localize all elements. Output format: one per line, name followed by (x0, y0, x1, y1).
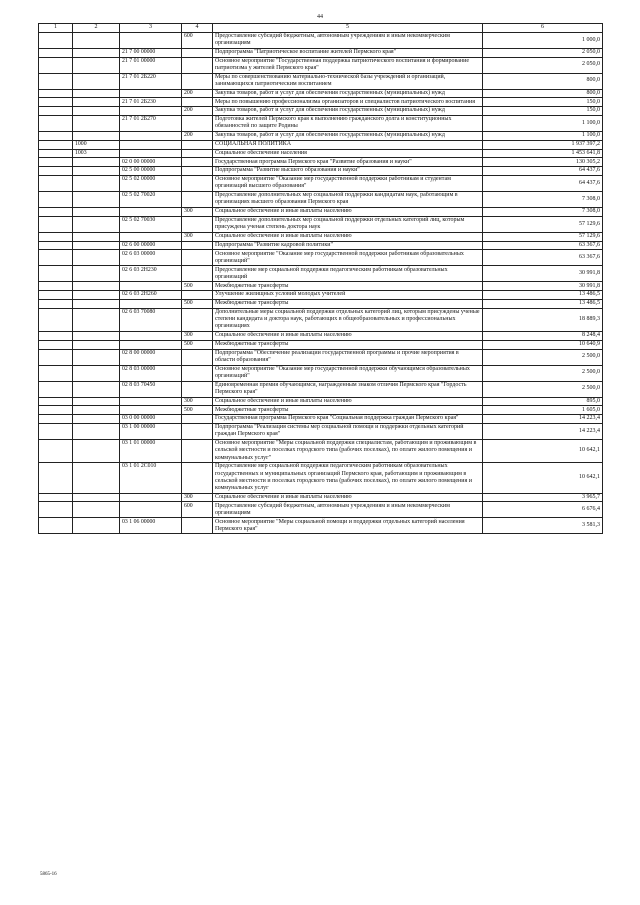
item-name-cell: Социальное обеспечение и иные выплаты населению (213, 331, 483, 340)
subsection-cell (73, 282, 120, 291)
item-name-cell: Социальное обеспечение и иные выплаты населению (213, 397, 483, 406)
section-cell (39, 423, 73, 439)
amount-cell: 18 889,3 (483, 308, 603, 331)
expense-type-cell (182, 308, 213, 331)
table-row (39, 331, 603, 340)
table-row (39, 308, 603, 331)
section-cell (39, 167, 73, 176)
item-name-cell: Государственная программа Пермского края "Развитие образования и науки" (213, 158, 483, 167)
subsection-cell (73, 216, 120, 232)
subsection-cell (73, 493, 120, 502)
expense-type-cell (182, 140, 213, 149)
expense-type-cell: 300 (182, 493, 213, 502)
subsection-cell (73, 48, 120, 57)
amount-cell: 14 223,4 (483, 415, 603, 424)
item-name-cell: Меры по повышению профессионализма организаторов и специалистов патриотического воспитания (213, 98, 483, 107)
amount-cell: 64 437,6 (483, 175, 603, 191)
table-header-row (39, 24, 603, 33)
item-name-cell: СОЦИАЛЬНАЯ ПОЛИТИКА (213, 140, 483, 149)
amount-cell: 64 437,6 (483, 167, 603, 176)
item-name-cell: Закупка товаров, работ и услуг для обеспечения государственных (муниципальных) нужд (213, 89, 483, 98)
expense-type-cell (182, 216, 213, 232)
section-cell (39, 463, 73, 493)
section-cell (39, 282, 73, 291)
target-article-cell: 03 0 00 00000 (120, 415, 182, 424)
section-cell (39, 216, 73, 232)
amount-cell: 3 965,7 (483, 493, 603, 502)
expense-type-cell: 200 (182, 107, 213, 116)
section-cell (39, 107, 73, 116)
expense-type-cell: 600 (182, 32, 213, 48)
amount-cell: 6 676,4 (483, 502, 603, 518)
target-article-cell (120, 340, 182, 349)
expense-type-cell (182, 175, 213, 191)
table-row (39, 502, 603, 518)
table-row (39, 140, 603, 149)
item-name-cell: Межбюджетные трансферты (213, 282, 483, 291)
expense-type-cell (182, 191, 213, 207)
subsection-cell (73, 299, 120, 308)
target-article-cell: 03 1 01 2С010 (120, 463, 182, 493)
amount-cell: 130 305,2 (483, 158, 603, 167)
item-name-cell: Социальное обеспечение и иные выплаты населению (213, 232, 483, 241)
target-article-cell (120, 107, 182, 116)
subsection-cell (73, 349, 120, 365)
expense-type-cell (182, 423, 213, 439)
section-cell (39, 502, 73, 518)
subsection-cell (73, 397, 120, 406)
subsection-cell (73, 98, 120, 107)
expense-type-cell: 300 (182, 207, 213, 216)
amount-cell: 8 248,4 (483, 331, 603, 340)
amount-cell: 30 991,8 (483, 282, 603, 291)
table-row (39, 365, 603, 381)
subsection-cell (73, 191, 120, 207)
target-article-cell: 02 5 00 00000 (120, 167, 182, 176)
item-name-cell: Закупка товаров, работ и услуг для обеспечения государственных (муниципальных) нужд (213, 107, 483, 116)
section-cell (39, 365, 73, 381)
amount-cell: 1 937 397,2 (483, 140, 603, 149)
table-row (39, 131, 603, 140)
target-article-cell: 21 7 01 2Б220 (120, 73, 182, 89)
subsection-cell (73, 241, 120, 250)
footer-code: 5865-16 (40, 872, 57, 877)
expense-type-cell (182, 365, 213, 381)
table-row (39, 397, 603, 406)
target-article-cell: 21 7 00 00000 (120, 48, 182, 57)
table-row (39, 48, 603, 57)
section-cell (39, 381, 73, 397)
section-cell (39, 439, 73, 462)
expense-type-cell: 500 (182, 299, 213, 308)
target-article-cell: 21 7 01 2Б270 (120, 115, 182, 131)
section-cell (39, 158, 73, 167)
table-row (39, 207, 603, 216)
table-row (39, 73, 603, 89)
section-cell (39, 115, 73, 131)
table-row (39, 98, 603, 107)
amount-cell: 10 642,1 (483, 463, 603, 493)
expense-type-cell: 200 (182, 89, 213, 98)
amount-cell: 150,0 (483, 107, 603, 116)
section-cell (39, 241, 73, 250)
section-cell (39, 232, 73, 241)
table-row (39, 57, 603, 73)
header-cell: 6 (483, 24, 603, 33)
amount-cell: 2 050,0 (483, 57, 603, 73)
table-row (39, 493, 603, 502)
item-name-cell: Предоставление мер социальной поддержки педагогическим работникам образовательных организаций (213, 266, 483, 282)
expense-type-cell (182, 415, 213, 424)
table-row (39, 32, 603, 48)
target-article-cell: 02 5 02 70030 (120, 216, 182, 232)
target-article-cell (120, 397, 182, 406)
amount-cell: 3 581,3 (483, 518, 603, 534)
target-article-cell: 02 8 03 00000 (120, 365, 182, 381)
table-row (39, 89, 603, 98)
expense-type-cell (182, 48, 213, 57)
expense-type-cell: 600 (182, 502, 213, 518)
budget-table (38, 23, 603, 534)
amount-cell: 63 367,6 (483, 241, 603, 250)
amount-cell: 1 605,0 (483, 406, 603, 415)
item-name-cell: Предоставление мер социальной поддержки педагогическим работникам образовательных государственных и муниципальных организаций Пермского края, работающим и проживающим в сельской местности и поселках городского типа (рабочих поселках), по оплате жилого помещения и коммунальных услуг (213, 463, 483, 493)
target-article-cell (120, 406, 182, 415)
item-name-cell: Основное мероприятие "Оказание мер государственной поддержки обучающимся образовательных организаций" (213, 365, 483, 381)
section-cell (39, 131, 73, 140)
header-cell: 3 (120, 24, 182, 33)
section-cell (39, 397, 73, 406)
amount-cell: 57 129,6 (483, 216, 603, 232)
subsection-cell (73, 502, 120, 518)
subsection-cell (73, 463, 120, 493)
section-cell (39, 340, 73, 349)
section-cell (39, 299, 73, 308)
table-row (39, 250, 603, 266)
table-row (39, 107, 603, 116)
subsection-cell (73, 167, 120, 176)
item-name-cell: Предоставление дополнительных мер социальной поддержки отдельных категорий лиц, которым присуждена ученая степень доктора наук (213, 216, 483, 232)
header-cell: 2 (73, 24, 120, 33)
table-row (39, 282, 603, 291)
subsection-cell (73, 131, 120, 140)
section-cell (39, 149, 73, 158)
amount-cell: 57 129,6 (483, 232, 603, 241)
table-row (39, 149, 603, 158)
section-cell (39, 32, 73, 48)
item-name-cell: Дополнительные меры социальной поддержки отдельных категорий лиц, которым присуждены ученые степени кандидата и доктора наук, работающих в общеобразовательных и профессиональных организациях (213, 308, 483, 331)
subsection-cell (73, 232, 120, 241)
target-article-cell (120, 140, 182, 149)
target-article-cell: 02 6 00 00000 (120, 241, 182, 250)
section-cell (39, 48, 73, 57)
amount-cell: 800,0 (483, 89, 603, 98)
subsection-cell: 1000 (73, 140, 120, 149)
target-article-cell (120, 502, 182, 518)
section-cell (39, 308, 73, 331)
subsection-cell (73, 406, 120, 415)
subsection-cell (73, 115, 120, 131)
table-row (39, 191, 603, 207)
table-row (39, 115, 603, 131)
section-cell (39, 191, 73, 207)
expense-type-cell (182, 73, 213, 89)
expense-type-cell (182, 115, 213, 131)
amount-cell: 7 308,0 (483, 207, 603, 216)
subsection-cell (73, 73, 120, 89)
section-cell (39, 266, 73, 282)
table-row (39, 175, 603, 191)
amount-cell: 2 050,0 (483, 48, 603, 57)
subsection-cell (73, 381, 120, 397)
subsection-cell (73, 518, 120, 534)
expense-type-cell: 500 (182, 340, 213, 349)
item-name-cell: Предоставление субсидий бюджетным, автономным учреждениям и иным некоммерческим организациям (213, 32, 483, 48)
amount-cell: 13 486,5 (483, 299, 603, 308)
subsection-cell (73, 308, 120, 331)
target-article-cell: 21 7 01 00000 (120, 57, 182, 73)
header-cell: 1 (39, 24, 73, 33)
table-row (39, 349, 603, 365)
amount-cell: 2 500,0 (483, 381, 603, 397)
expense-type-cell (182, 381, 213, 397)
item-name-cell: Подпрограмма "Развитие кадровой политики" (213, 241, 483, 250)
item-name-cell: Основное мероприятие "Меры социальной помощи и поддержки отдельных категорий населения Пермского края" (213, 518, 483, 534)
target-article-cell: 02 6 03 2Н260 (120, 291, 182, 300)
item-name-cell: Основное мероприятие "Оказание мер государственной поддержки работникам и студентам организаций высшего образования" (213, 175, 483, 191)
header-cell: 4 (182, 24, 213, 33)
target-article-cell: 02 5 02 70020 (120, 191, 182, 207)
expense-type-cell: 300 (182, 331, 213, 340)
table-row (39, 423, 603, 439)
section-cell (39, 57, 73, 73)
table-row (39, 266, 603, 282)
table-row (39, 415, 603, 424)
section-cell (39, 406, 73, 415)
amount-cell: 1 000,0 (483, 32, 603, 48)
amount-cell: 7 308,0 (483, 191, 603, 207)
target-article-cell (120, 89, 182, 98)
table-row (39, 381, 603, 397)
item-name-cell: Социальное обеспечение и иные выплаты населению (213, 493, 483, 502)
amount-cell: 895,0 (483, 397, 603, 406)
subsection-cell (73, 423, 120, 439)
section-cell (39, 175, 73, 191)
expense-type-cell (182, 167, 213, 176)
item-name-cell: Основное мероприятие "Оказание мер государственной поддержки работникам образовательных организаций" (213, 250, 483, 266)
amount-cell: 800,0 (483, 73, 603, 89)
target-article-cell (120, 282, 182, 291)
subsection-cell (73, 32, 120, 48)
table-row (39, 291, 603, 300)
target-article-cell: 02 8 00 00000 (120, 349, 182, 365)
subsection-cell (73, 266, 120, 282)
table-row (39, 232, 603, 241)
amount-cell: 2 500,0 (483, 349, 603, 365)
amount-cell: 13 486,5 (483, 291, 603, 300)
expense-type-cell (182, 518, 213, 534)
item-name-cell: Подпрограмма "Обеспечение реализации государственной программы и прочие мероприятия в области образования" (213, 349, 483, 365)
expense-type-cell: 200 (182, 131, 213, 140)
expense-type-cell: 300 (182, 397, 213, 406)
target-article-cell (120, 207, 182, 216)
subsection-cell (73, 340, 120, 349)
table-row (39, 158, 603, 167)
table-row (39, 299, 603, 308)
amount-cell: 1 100,0 (483, 131, 603, 140)
section-cell (39, 493, 73, 502)
section-cell (39, 349, 73, 365)
amount-cell: 2 500,0 (483, 365, 603, 381)
table-row (39, 241, 603, 250)
section-cell (39, 73, 73, 89)
section-cell (39, 415, 73, 424)
section-cell (39, 89, 73, 98)
subsection-cell (73, 158, 120, 167)
item-name-cell: Основное мероприятие "Государственная поддержка патриотического воспитания и формирование патриотизма у жителей Пермского края" (213, 57, 483, 73)
target-article-cell (120, 299, 182, 308)
target-article-cell: 02 5 02 00000 (120, 175, 182, 191)
target-article-cell (120, 32, 182, 48)
expense-type-cell (182, 241, 213, 250)
expense-type-cell: 300 (182, 232, 213, 241)
expense-type-cell (182, 158, 213, 167)
item-name-cell: Социальное обеспечение населения (213, 149, 483, 158)
table-row (39, 216, 603, 232)
subsection-cell (73, 291, 120, 300)
amount-cell: 30 991,8 (483, 266, 603, 282)
target-article-cell (120, 331, 182, 340)
item-name-cell: Межбюджетные трансферты (213, 406, 483, 415)
amount-cell: 10 640,9 (483, 340, 603, 349)
target-article-cell (120, 232, 182, 241)
amount-cell: 63 367,6 (483, 250, 603, 266)
subsection-cell (73, 107, 120, 116)
table-row (39, 518, 603, 534)
target-article-cell: 21 7 01 2Б230 (120, 98, 182, 107)
target-article-cell: 03 1 06 00000 (120, 518, 182, 534)
page-number: 44 (317, 14, 323, 20)
section-cell (39, 207, 73, 216)
subsection-cell: 1003 (73, 149, 120, 158)
item-name-cell: Государственная программа Пермского края "Социальная поддержка граждан Пермского края" (213, 415, 483, 424)
target-article-cell (120, 493, 182, 502)
budget-table-body (39, 24, 603, 534)
subsection-cell (73, 57, 120, 73)
target-article-cell: 02 8 03 70450 (120, 381, 182, 397)
target-article-cell: 02 6 03 70080 (120, 308, 182, 331)
amount-cell: 1 100,0 (483, 115, 603, 131)
subsection-cell (73, 89, 120, 98)
target-article-cell: 03 1 01 00000 (120, 439, 182, 462)
subsection-cell (73, 365, 120, 381)
item-name-cell: Межбюджетные трансферты (213, 340, 483, 349)
item-name-cell: Подпрограмма "Развитие высшего образования и науки" (213, 167, 483, 176)
table-row (39, 167, 603, 176)
target-article-cell: 02 0 00 00000 (120, 158, 182, 167)
item-name-cell: Социальное обеспечение и иные выплаты населению (213, 207, 483, 216)
amount-cell: 150,0 (483, 98, 603, 107)
expense-type-cell (182, 57, 213, 73)
subsection-cell (73, 250, 120, 266)
section-cell (39, 140, 73, 149)
expense-type-cell (182, 250, 213, 266)
table-row (39, 406, 603, 415)
target-article-cell (120, 131, 182, 140)
item-name-cell: Предоставление дополнительных мер социальной поддержки кандидатам наук, работающим в организациях высшего образования Пермского края (213, 191, 483, 207)
amount-cell: 1 453 641,8 (483, 149, 603, 158)
item-name-cell: Подпрограмма "Реализация системы мер социальной помощи и поддержки отдельных категорий граждан Пермского края" (213, 423, 483, 439)
subsection-cell (73, 175, 120, 191)
amount-cell: 14 223,4 (483, 423, 603, 439)
item-name-cell: Единовременная премия обучающимся, награжденным знаком отличия Пермского края "Гордость Пермского края" (213, 381, 483, 397)
section-cell (39, 250, 73, 266)
item-name-cell: Основное мероприятие "Меры социальной поддержки специалистам, работающим и проживающим в сельской местности и поселках городского типа (рабочих поселках), по оплате жилого помещения и коммунальных услуг" (213, 439, 483, 462)
section-cell (39, 518, 73, 534)
item-name-cell: Предоставление субсидий бюджетным, автономным учреждениям и иным некоммерческим организациям (213, 502, 483, 518)
target-article-cell (120, 149, 182, 158)
target-article-cell: 02 6 03 2Н230 (120, 266, 182, 282)
expense-type-cell (182, 349, 213, 365)
amount-cell: 10 642,1 (483, 439, 603, 462)
item-name-cell: Закупка товаров, работ и услуг для обеспечения государственных (муниципальных) нужд (213, 131, 483, 140)
expense-type-cell: 500 (182, 406, 213, 415)
item-name-cell: Меры по совершенствованию материально-технической базы учреждений и организаций, занимающихся патриотическим воспитанием (213, 73, 483, 89)
subsection-cell (73, 439, 120, 462)
table-row (39, 340, 603, 349)
table-row (39, 463, 603, 493)
header-cell: 5 (213, 24, 483, 33)
expense-type-cell (182, 463, 213, 493)
table-row (39, 439, 603, 462)
expense-type-cell (182, 266, 213, 282)
subsection-cell (73, 207, 120, 216)
item-name-cell: Межбюджетные трансферты (213, 299, 483, 308)
expense-type-cell (182, 149, 213, 158)
expense-type-cell: 500 (182, 282, 213, 291)
section-cell (39, 331, 73, 340)
target-article-cell: 02 6 03 00000 (120, 250, 182, 266)
section-cell (39, 98, 73, 107)
expense-type-cell (182, 291, 213, 300)
subsection-cell (73, 415, 120, 424)
subsection-cell (73, 331, 120, 340)
expense-type-cell (182, 439, 213, 462)
section-cell (39, 291, 73, 300)
item-name-cell: Улучшение жилищных условий молодых учителей (213, 291, 483, 300)
item-name-cell: Подпрограмма "Патриотическое воспитание жителей Пермского края" (213, 48, 483, 57)
expense-type-cell (182, 98, 213, 107)
item-name-cell: Подготовка жителей Пермского края к выполнению гражданского долга и конституционных обязанностей по защите Родины (213, 115, 483, 131)
target-article-cell: 03 1 00 00000 (120, 423, 182, 439)
